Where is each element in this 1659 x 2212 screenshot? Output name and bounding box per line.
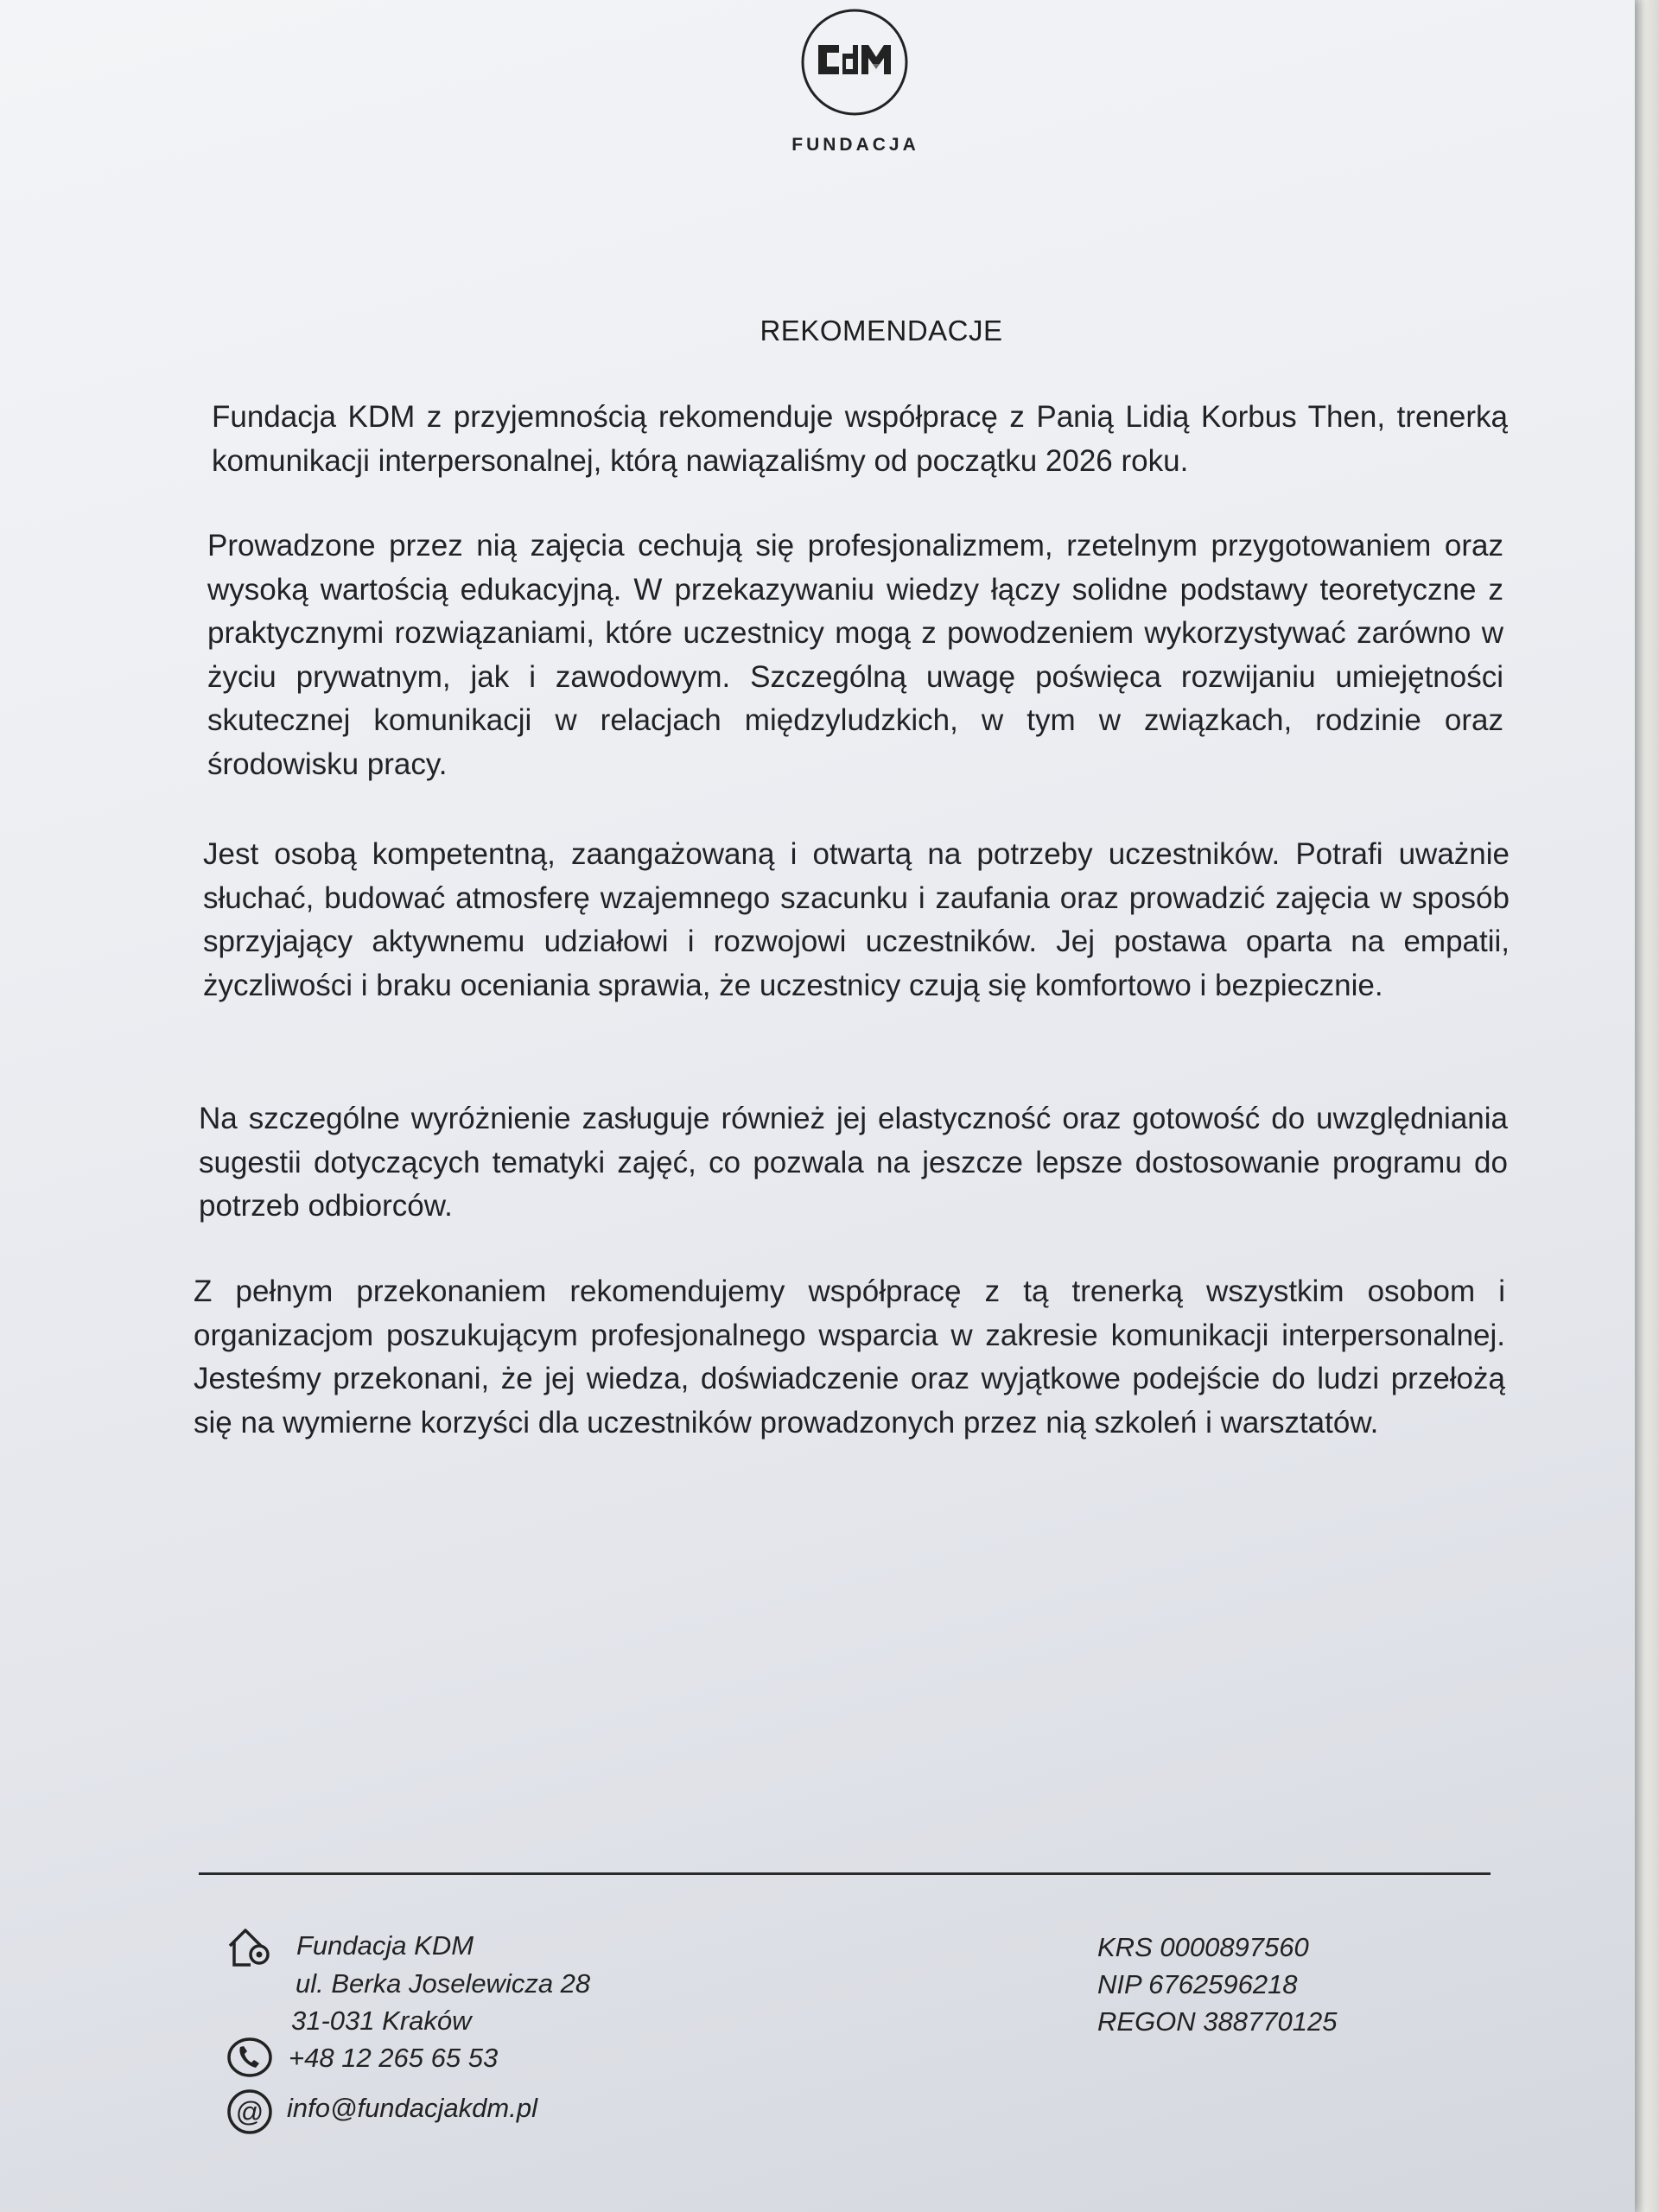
footer-city: 31-031 Kraków — [291, 2005, 472, 2036]
paragraph-text: Z pełnym przekonaniem rekomendujemy współpracę z tą trenerką wszystkim osobom i organizacjom poszukującym profesjonalnego wsparcia w zakresie komunikacji interpersonalnej. Jesteśmy przekonani, że jej wiedza, doświadczenie oraz wyjątkowe podejście do ludzi przełożą się na wymierne korzyści dla uczestników prowadzonych przez nią szkoleń i warsztatów. — [194, 1274, 1505, 1440]
home-location-icon — [226, 1925, 273, 1974]
footer-phone[interactable]: +48 12 265 65 53 — [289, 2043, 499, 2073]
paragraph-conclusion — [194, 1270, 1505, 1445]
logo-caption: FUNDACJA — [791, 135, 919, 155]
footer-org-name: Fundacja KDM — [296, 1930, 474, 1961]
paragraph-text: Fundacja KDM z przyjemnością rekomenduje współpracę z Panią Lidią Korbus Then, trenerką komunikacji interpersonalnej, którą nawiązaliśmy od początku 2026 roku. — [212, 400, 1508, 478]
paragraph-qualities — [207, 524, 1503, 786]
footer-divider — [199, 1872, 1491, 1875]
footer-regon: REGON 388770125 — [1097, 2006, 1338, 2037]
svg-text:@: @ — [235, 2096, 264, 2127]
at-sign-icon — [226, 2088, 273, 2140]
document-title: REKOMENDACJE — [760, 315, 1003, 346]
paragraph-flexibility — [199, 1097, 1508, 1229]
paragraph-text: Na szczególne wyróżnienie zasługuje również jej elastyczność oraz gotowość do uwzględniania sugestii dotyczących tematyki zajęć, co pozwala na jeszcze lepsze dostosowanie programu do potrzeb odbiorców. — [199, 1102, 1508, 1223]
footer-krs: KRS 0000897560 — [1097, 1932, 1309, 1962]
paragraph-text: Prowadzone przez nią zajęcia cechują się profesjonalizmem, rzetelnym przygotowaniem oraz wysoką wartością edukacyjną. W przekazywaniu wiedzy łączy solidne podstawy teoretyczne z praktycznymi rozwiązaniami, które uczestnicy mogą z powodzeniem wykorzystywać zarówno w życiu prywatnym, jak i zawodowym. Szczególną uwagę poświęca rozwijaniu umiejętności skutecznej komunikacji w relacjach międzyludzkich, w tym w związkach, rodzinie oraz środowisku pracy. — [207, 529, 1503, 781]
footer-email[interactable]: info@fundacjakdm.pl — [287, 2093, 537, 2123]
footer-nip: NIP 6762596218 — [1097, 1969, 1298, 1999]
footer-street: ul. Berka Joselewicza 28 — [296, 1968, 591, 1999]
paragraph-intro — [212, 396, 1508, 483]
phone-icon — [226, 2036, 273, 2083]
paragraph-text: Jest osobą kompetentną, zaangażowaną i otwartą na potrzeby uczestników. Potrafi uważnie słuchać, budować atmosferę wzajemnego szacunku i zaufania oraz prowadzić zajęcia w sposób sprzyjający aktywnemu udziałowi i rozwojowi uczestników. Jej postawa oparta na empatii, życzliwości i braku oceniania sprawia, że uczestnicy czują się komfortowo i bezpiecznie. — [203, 837, 1510, 1002]
paragraph-competence — [203, 833, 1510, 1007]
fundacja-kdm-logo — [799, 3, 910, 116]
